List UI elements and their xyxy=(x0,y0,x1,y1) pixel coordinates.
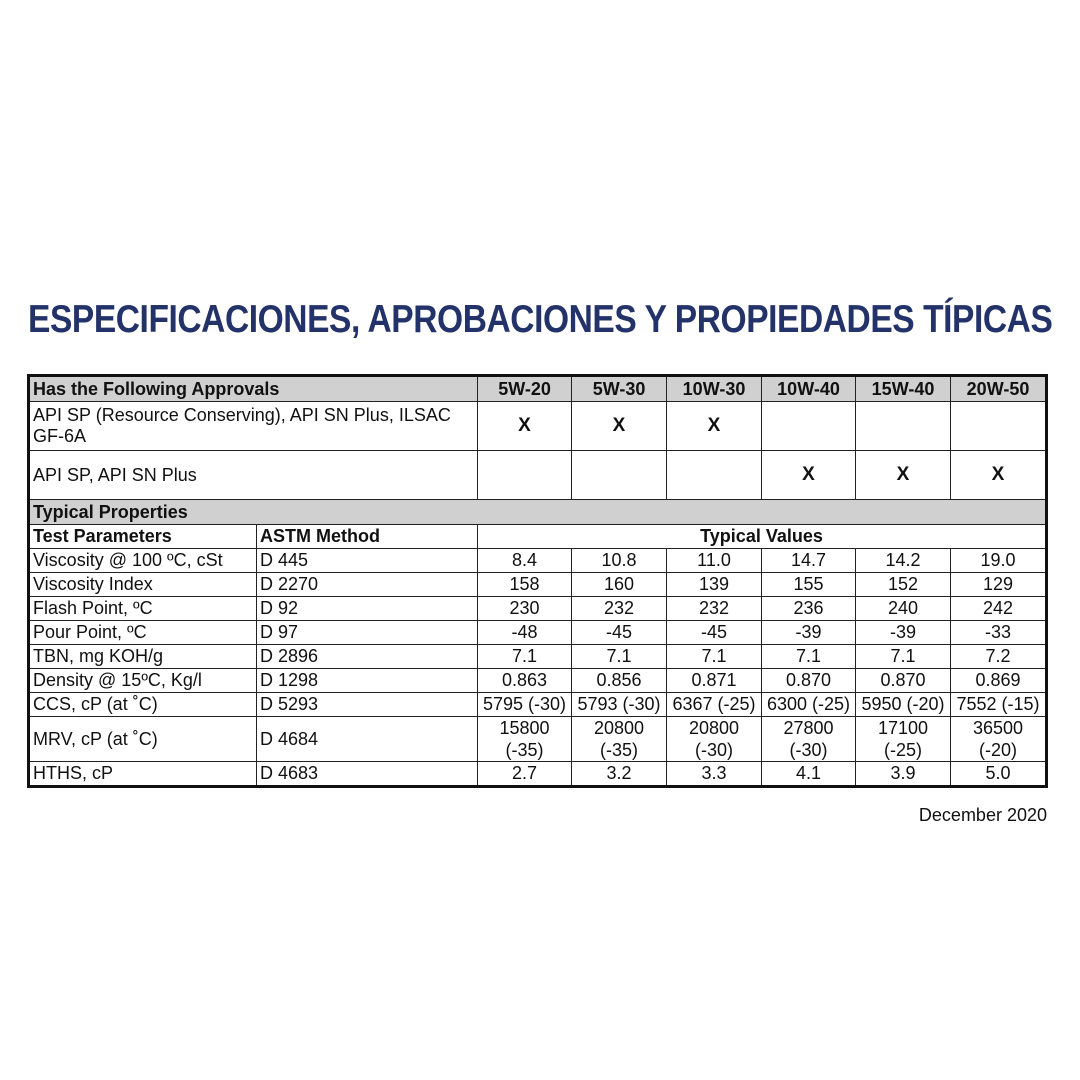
value-cell: 2.7 xyxy=(478,762,572,787)
date-footer: December 2020 xyxy=(918,805,1047,825)
value-cell: 0.869 xyxy=(951,669,1047,693)
value-cell: -39 xyxy=(762,621,856,645)
table-row xyxy=(29,693,1047,717)
param-cell: HTHS, cP xyxy=(29,762,257,787)
param-cell: Viscosity @ 100 ºC, cSt xyxy=(29,549,257,573)
value-cell: 3.3 xyxy=(667,762,762,787)
value-cell: 236 xyxy=(762,597,856,621)
approval-mark: X xyxy=(951,451,1047,500)
value-cell: 5795 (-30) xyxy=(478,693,572,717)
grade-header: 10W-30 xyxy=(667,376,762,402)
method-cell: D 2270 xyxy=(257,573,478,597)
value-cell: 152 xyxy=(856,573,951,597)
value-cell: 11.0 xyxy=(667,549,762,573)
value-cell: -33 xyxy=(951,621,1047,645)
approval-mark xyxy=(478,451,572,500)
approvals-header-row xyxy=(29,376,1047,402)
value-cell: 160 xyxy=(572,573,667,597)
value-cell: 7.1 xyxy=(667,645,762,669)
table-row xyxy=(29,762,1047,787)
value-cell: 20800 (-35) xyxy=(572,717,667,762)
table-row xyxy=(29,573,1047,597)
method-cell: D 4683 xyxy=(257,762,478,787)
value-cell: -39 xyxy=(856,621,951,645)
approvals-header: Has the Following Approvals xyxy=(29,376,478,402)
grade-header: 15W-40 xyxy=(856,376,951,402)
param-cell: Density @ 15ºC, Kg/l xyxy=(29,669,257,693)
approval-label: API SP, API SN Plus xyxy=(29,451,478,500)
value-cell: 7.2 xyxy=(951,645,1047,669)
table-row xyxy=(29,645,1047,669)
value-cell: 5793 (-30) xyxy=(572,693,667,717)
page-title: ESPECIFICACIONES, APROBACIONES Y PROPIEDADES TÍPICAS xyxy=(28,298,1053,341)
table-row xyxy=(29,549,1047,573)
value-cell: 10.8 xyxy=(572,549,667,573)
value-cell: 27800 (-30) xyxy=(762,717,856,762)
param-cell: TBN, mg KOH/g xyxy=(29,645,257,669)
value-cell: 232 xyxy=(572,597,667,621)
section-title: Typical Properties xyxy=(29,500,1047,525)
value-cell: 6300 (-25) xyxy=(762,693,856,717)
table-row xyxy=(29,597,1047,621)
value-cell: 4.1 xyxy=(762,762,856,787)
value-cell: 7.1 xyxy=(478,645,572,669)
method-cell: D 4684 xyxy=(257,717,478,762)
value-cell: 232 xyxy=(667,597,762,621)
typical-properties-row xyxy=(29,500,1047,525)
value-cell: -45 xyxy=(667,621,762,645)
approval-mark: X xyxy=(856,451,951,500)
spec-table xyxy=(27,374,1048,788)
value-cell: 240 xyxy=(856,597,951,621)
approval-mark xyxy=(856,402,951,451)
value-cell: 15800 (-35) xyxy=(478,717,572,762)
approval-mark xyxy=(667,451,762,500)
table-row xyxy=(29,669,1047,693)
value-cell: 158 xyxy=(478,573,572,597)
value-cell: 36500 (-20) xyxy=(951,717,1047,762)
approval-row xyxy=(29,402,1047,451)
value-cell: 5950 (-20) xyxy=(856,693,951,717)
approval-mark: X xyxy=(667,402,762,451)
value-cell: 6367 (-25) xyxy=(667,693,762,717)
method-cell: D 1298 xyxy=(257,669,478,693)
value-cell: 0.856 xyxy=(572,669,667,693)
value-cell: -45 xyxy=(572,621,667,645)
value-cell: 14.7 xyxy=(762,549,856,573)
value-cell: 19.0 xyxy=(951,549,1047,573)
typical-header-row xyxy=(29,525,1047,549)
value-cell: 0.870 xyxy=(856,669,951,693)
value-cell: 7552 (-15) xyxy=(951,693,1047,717)
approval-mark: X xyxy=(762,451,856,500)
column-header-param: Test Parameters xyxy=(29,525,257,549)
approval-row xyxy=(29,451,1047,500)
value-cell: 14.2 xyxy=(856,549,951,573)
approval-mark xyxy=(762,402,856,451)
value-cell: 155 xyxy=(762,573,856,597)
grade-header: 5W-20 xyxy=(478,376,572,402)
value-cell: 0.870 xyxy=(762,669,856,693)
value-cell: 17100 (-25) xyxy=(856,717,951,762)
value-cell: 0.863 xyxy=(478,669,572,693)
approval-mark: X xyxy=(478,402,572,451)
approval-mark xyxy=(572,451,667,500)
grade-header: 20W-50 xyxy=(951,376,1047,402)
value-cell: 7.1 xyxy=(856,645,951,669)
method-cell: D 92 xyxy=(257,597,478,621)
method-cell: D 97 xyxy=(257,621,478,645)
table-row xyxy=(29,621,1047,645)
value-cell: 129 xyxy=(951,573,1047,597)
value-cell: 5.0 xyxy=(951,762,1047,787)
value-cell: 20800 (-30) xyxy=(667,717,762,762)
method-cell: D 445 xyxy=(257,549,478,573)
method-cell: D 2896 xyxy=(257,645,478,669)
grade-header: 5W-30 xyxy=(572,376,667,402)
grade-header: 10W-40 xyxy=(762,376,856,402)
value-cell: 7.1 xyxy=(762,645,856,669)
approval-mark xyxy=(951,402,1047,451)
param-cell: Viscosity Index xyxy=(29,573,257,597)
value-cell: 242 xyxy=(951,597,1047,621)
value-cell: 3.2 xyxy=(572,762,667,787)
approval-mark: X xyxy=(572,402,667,451)
param-cell: CCS, cP (at ˚C) xyxy=(29,693,257,717)
approval-label: API SP (Resource Conserving), API SN Plus, ILSAC GF-6A xyxy=(29,402,478,451)
table-row xyxy=(29,717,1047,762)
column-header-method: ASTM Method xyxy=(257,525,478,549)
param-cell: Flash Point, ºC xyxy=(29,597,257,621)
value-cell: 8.4 xyxy=(478,549,572,573)
value-cell: 3.9 xyxy=(856,762,951,787)
value-cell: 230 xyxy=(478,597,572,621)
value-cell: -48 xyxy=(478,621,572,645)
column-header-values: Typical Values xyxy=(478,525,1047,549)
method-cell: D 5293 xyxy=(257,693,478,717)
value-cell: 7.1 xyxy=(572,645,667,669)
param-cell: Pour Point, ºC xyxy=(29,621,257,645)
param-cell: MRV, cP (at ˚C) xyxy=(29,717,257,762)
value-cell: 139 xyxy=(667,573,762,597)
value-cell: 0.871 xyxy=(667,669,762,693)
